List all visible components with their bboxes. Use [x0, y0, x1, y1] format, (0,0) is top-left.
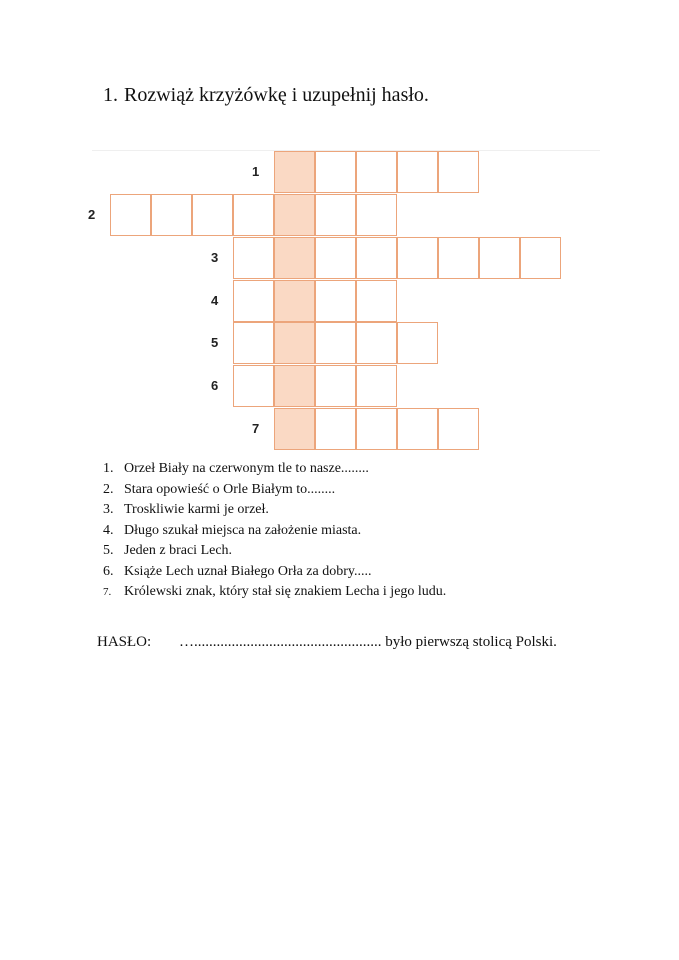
crossword-cell[interactable] [397, 322, 438, 364]
crossword-cell[interactable] [233, 365, 274, 407]
clue-text: Stara opowieść o Orle Białym to........ [124, 481, 336, 497]
clue-text: Królewski znak, który stał się znakiem Lecha i jego ludu. [124, 584, 447, 599]
crossword-cell[interactable] [520, 237, 561, 279]
clue-number: 5. [103, 543, 114, 558]
key-cell[interactable] [274, 280, 315, 322]
clue-list [103, 459, 446, 603]
exercise-number: 1. [103, 84, 118, 106]
clue-item [103, 459, 446, 480]
row-number-2: 2 [88, 207, 96, 222]
key-cell[interactable] [274, 322, 315, 364]
exercise-instruction: Rozwiąż krzyżówkę i uzupełnij hasło. [124, 84, 429, 106]
clue-text: Długo szukał miejsca na założenie miasta. [124, 522, 362, 538]
crossword-cell[interactable] [356, 280, 397, 322]
crossword-cell[interactable] [397, 237, 438, 279]
crossword-cell[interactable] [356, 237, 397, 279]
row-number-6: 6 [211, 378, 219, 393]
clue-item [103, 480, 446, 501]
crossword-grid [0, 0, 679, 460]
crossword-cell[interactable] [315, 322, 356, 364]
clue-text: Troskliwie karmi je orzeł. [124, 502, 269, 517]
crossword-cell[interactable] [397, 408, 438, 450]
clue-item [103, 500, 446, 521]
row-number-1: 1 [252, 164, 260, 179]
row-number-4: 4 [211, 293, 219, 308]
row-number-3: 3 [211, 250, 219, 265]
crossword-cell[interactable] [356, 322, 397, 364]
key-cell[interactable] [274, 408, 315, 450]
clue-item [103, 521, 446, 542]
crossword-cell[interactable] [315, 365, 356, 407]
crossword-cell[interactable] [315, 194, 356, 236]
crossword-cell[interactable] [233, 237, 274, 279]
clue-item [103, 582, 446, 603]
crossword-cell[interactable] [397, 151, 438, 193]
answer-label: HASŁO: [97, 634, 152, 650]
crossword-cell[interactable] [151, 194, 192, 236]
clue-text: Jeden z braci Lech. [124, 543, 233, 558]
crossword-cell[interactable] [356, 365, 397, 407]
key-cell[interactable] [274, 151, 315, 193]
crossword-cell[interactable] [233, 280, 274, 322]
crossword-cell[interactable] [356, 194, 397, 236]
crossword-cell[interactable] [438, 408, 479, 450]
clue-number: 1. [103, 461, 114, 476]
crossword-cell[interactable] [356, 151, 397, 193]
key-cell[interactable] [274, 365, 315, 407]
clue-number: 7. [103, 586, 112, 598]
clue-number: 6. [103, 563, 114, 579]
crossword-cell[interactable] [315, 408, 356, 450]
clue-item [103, 541, 446, 562]
answer-blank[interactable]: ….................................................. [179, 634, 382, 650]
crossword-cell[interactable] [110, 194, 151, 236]
crossword-cell[interactable] [479, 237, 520, 279]
clue-item [103, 562, 446, 583]
crossword-cell[interactable] [233, 194, 274, 236]
clue-number: 2. [103, 481, 114, 497]
clue-number: 3. [103, 502, 114, 517]
key-cell[interactable] [274, 237, 315, 279]
row-number-7: 7 [252, 421, 260, 436]
row-number-5: 5 [211, 335, 219, 350]
crossword-cell[interactable] [315, 280, 356, 322]
answer-line [97, 634, 557, 651]
clue-number: 4. [103, 522, 114, 538]
crossword-cell[interactable] [315, 151, 356, 193]
crossword-cell[interactable] [438, 151, 479, 193]
crossword-cell[interactable] [356, 408, 397, 450]
crossword-cell[interactable] [315, 237, 356, 279]
key-cell[interactable] [274, 194, 315, 236]
crossword-cell[interactable] [233, 322, 274, 364]
clue-text: Orzeł Biały na czerwonym tle to nasze........ [124, 461, 369, 476]
clue-text: Książe Lech uznał Białego Orła za dobry..... [124, 563, 372, 579]
crossword-cell[interactable] [438, 237, 479, 279]
crossword-cell[interactable] [192, 194, 233, 236]
answer-suffix: było pierwszą stolicą Polski. [381, 634, 557, 650]
